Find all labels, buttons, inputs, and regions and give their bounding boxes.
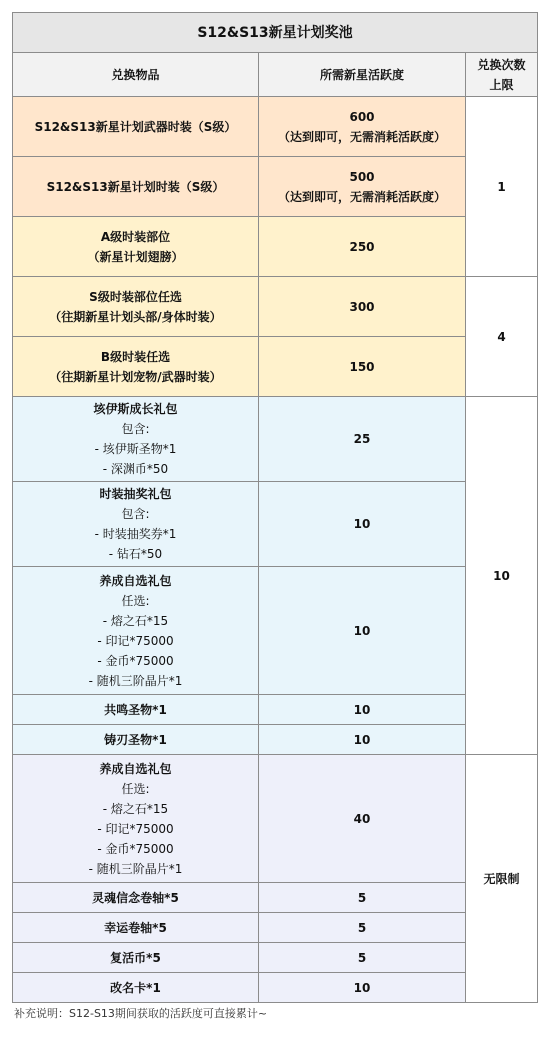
item-detail-line: 包含:: [121, 422, 150, 436]
points-value: （达到即可，无需消耗活跃度）: [277, 129, 446, 144]
points-value: 40: [353, 811, 371, 826]
points-value: 10: [353, 980, 371, 995]
item-cell: [13, 755, 259, 883]
limit-cell-10: 10: [466, 397, 538, 755]
item-cell: [13, 482, 259, 567]
item-cell: [13, 277, 259, 337]
item-detail-line: 包含:: [121, 507, 150, 521]
header-limit: 兑换次数 上限: [466, 53, 538, 97]
item-detail-line: - 时装抽奖券*1: [94, 527, 177, 541]
table-row: [13, 397, 538, 482]
item-name: 养成自选礼包: [99, 761, 172, 776]
table-row: [13, 482, 538, 567]
points-value: 10: [353, 702, 371, 717]
item-detail-line: （往期新星计划头部/身体时装）: [49, 309, 222, 324]
points-value: 500: [349, 169, 375, 184]
item-name: 垓伊斯成长礼包: [93, 402, 178, 416]
item-detail-line: - 钻石*50: [108, 547, 163, 561]
limit-cell-unlimited: 无限制: [466, 755, 538, 1003]
item-cell: [13, 397, 259, 482]
item-cell: [13, 973, 259, 1003]
item-detail-line: - 熔之石*15: [102, 613, 169, 628]
item-detail-line: - 深渊币*50: [102, 462, 169, 476]
table-row: [13, 943, 538, 973]
table-title: S12&S13新星计划奖池: [13, 13, 538, 53]
points-value: 150: [349, 359, 375, 374]
item-name: 改名卡*1: [110, 980, 161, 995]
item-detail-line: - 垓伊斯圣物*1: [94, 442, 177, 456]
item-name: A级时装部位: [100, 229, 171, 244]
header-item: 兑换物品: [13, 53, 259, 97]
item-cell: [13, 337, 259, 397]
table-row: [13, 755, 538, 883]
table-row: [13, 337, 538, 397]
table-row: [13, 913, 538, 943]
table-row: [13, 883, 538, 913]
item-detail-line: - 金币*75000: [97, 841, 174, 856]
item-detail-line: - 随机三阶晶片*1: [88, 673, 183, 688]
table-row: [13, 695, 538, 725]
points-cell: [259, 337, 466, 397]
points-value: 10: [353, 732, 371, 747]
item-name: S12&S13新星计划时装（S级）: [46, 179, 225, 194]
item-name: 共鸣圣物*1: [104, 702, 167, 717]
item-detail-line: - 印记*75000: [97, 821, 174, 836]
item-cell: [13, 725, 259, 755]
item-detail-line: - 印记*75000: [97, 633, 174, 648]
item-detail-line: - 金币*75000: [97, 653, 174, 668]
item-detail-line: - 熔之石*15: [102, 801, 169, 816]
item-name: 时装抽奖礼包: [99, 487, 172, 501]
table-row: [13, 217, 538, 277]
limit-cell-1: 1: [466, 97, 538, 277]
points-cell: [259, 277, 466, 337]
item-cell: [13, 217, 259, 277]
table-row: [13, 725, 538, 755]
points-cell: [259, 157, 466, 217]
item-cell: [13, 567, 259, 695]
footnote: 补充说明：S12-S13期间获取的活跃度可直接累计~: [14, 1007, 268, 1020]
points-value: 5: [357, 890, 367, 905]
item-name: B级时装任选: [100, 349, 171, 364]
points-cell: [259, 567, 466, 695]
item-cell: [13, 943, 259, 973]
item-cell: [13, 157, 259, 217]
table-row: [13, 973, 538, 1003]
points-cell: [259, 883, 466, 913]
points-value: 10: [353, 623, 371, 638]
item-name: 幸运卷轴*5: [104, 920, 167, 935]
points-value: 5: [357, 950, 367, 965]
points-cell: [259, 943, 466, 973]
points-cell: [259, 725, 466, 755]
limit-cell-4: 4: [466, 277, 538, 397]
item-detail-line: （新星计划翅膀）: [87, 249, 184, 264]
points-value: 300: [349, 299, 375, 314]
points-value: （达到即可，无需消耗活跃度）: [277, 189, 446, 204]
points-cell: [259, 397, 466, 482]
item-name: 灵魂信念卷轴*5: [92, 890, 179, 905]
points-value: 600: [349, 109, 375, 124]
item-name: 复活币*5: [110, 950, 161, 965]
item-name: S级时装部位任选: [89, 289, 182, 304]
points-value: 10: [353, 517, 371, 531]
item-cell: [13, 695, 259, 725]
item-cell: [13, 97, 259, 157]
reward-table: [12, 12, 538, 1003]
points-cell: [259, 97, 466, 157]
header-points: 所需新星活跃度: [259, 53, 466, 97]
item-detail-line: 任选:: [121, 781, 150, 796]
item-detail-line: （往期新星计划宠物/武器时装）: [49, 369, 222, 384]
item-detail-line: - 随机三阶晶片*1: [88, 861, 183, 876]
table-row: [13, 157, 538, 217]
points-cell: [259, 217, 466, 277]
table-row: [13, 567, 538, 695]
item-cell: [13, 883, 259, 913]
item-name: 铸刃圣物*1: [104, 732, 167, 747]
table-row: [13, 97, 538, 157]
item-name: 养成自选礼包: [99, 573, 172, 588]
points-cell: [259, 913, 466, 943]
points-value: 5: [357, 920, 367, 935]
points-cell: [259, 755, 466, 883]
table-row: [13, 277, 538, 337]
item-detail-line: 任选:: [121, 593, 150, 608]
item-cell: [13, 913, 259, 943]
points-cell: [259, 973, 466, 1003]
points-cell: [259, 695, 466, 725]
points-value: 250: [349, 239, 375, 254]
points-cell: [259, 482, 466, 567]
points-value: 25: [353, 432, 371, 446]
item-name: S12&S13新星计划武器时装（S级）: [34, 119, 237, 134]
